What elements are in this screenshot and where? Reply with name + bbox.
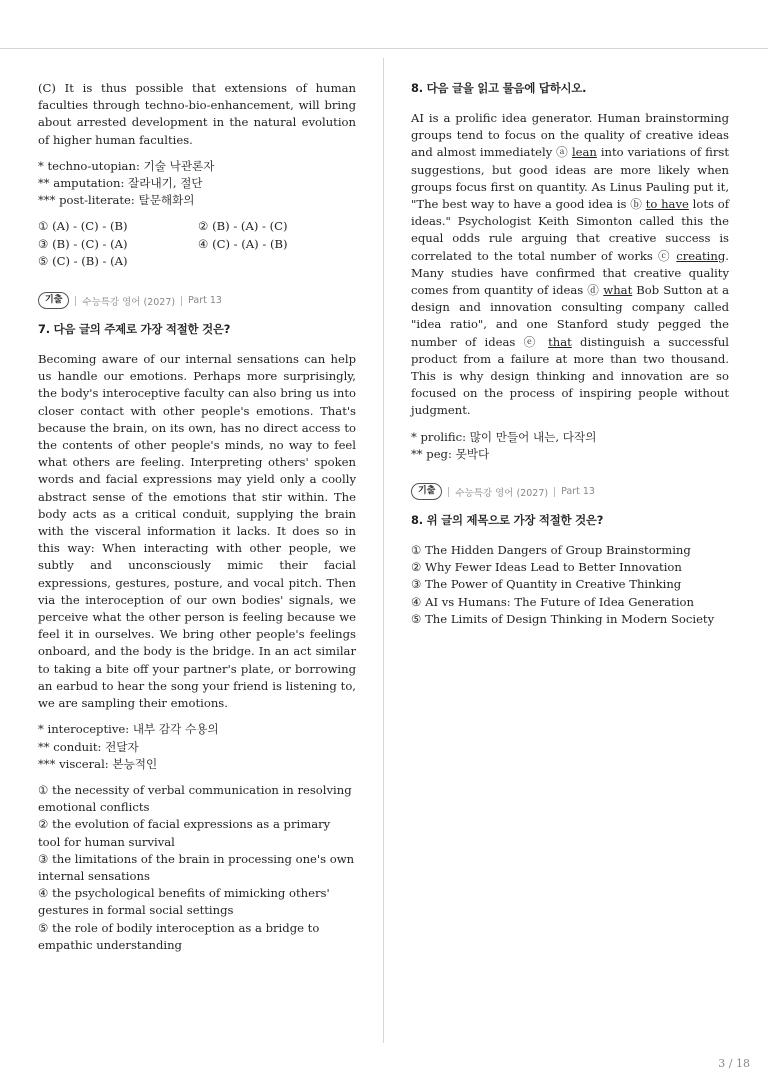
underlined-word-c: creating	[676, 248, 726, 263]
answer-option[interactable]: ① the necessity of verbal communication in resolving emotional conflicts	[38, 782, 352, 815]
question-title-q8-passage: 8. 다음 글을 읽고 물음에 답하시오.	[411, 81, 587, 95]
answer-option[interactable]: ② the evolution of facial expressions as a primary tool for human survival	[38, 817, 331, 849]
column-divider	[383, 58, 384, 1043]
answer-option[interactable]: ⑤ (C) - (B) - (A)	[38, 253, 128, 268]
answer-option[interactable]: ② (B) - (A) - (C)	[198, 219, 288, 234]
separator	[75, 296, 76, 306]
answer-option[interactable]: ① (A) - (C) - (B)	[38, 219, 128, 234]
exam-badge: 기출	[411, 483, 442, 500]
underlined-word-a: lean	[571, 145, 597, 160]
marker-e: ⓔ	[523, 334, 540, 349]
answer-option[interactable]: ⑤ The Limits of Design Thinking in Modern Society	[411, 611, 715, 626]
footnotes-q7	[38, 721, 356, 773]
footnote: ** conduit: 전달자	[38, 739, 139, 754]
answer-option[interactable]: ④ the psychological benefits of mimicking others' gestures in formal social settings	[38, 886, 330, 918]
footnote: ** amputation: 잘라내기, 절단	[38, 176, 203, 191]
answer-option[interactable]: ① The Hidden Dangers of Group Brainstorming	[411, 543, 691, 558]
answer-option[interactable]: ③ (B) - (C) - (A)	[38, 236, 128, 251]
separator	[554, 487, 555, 497]
part-label: Part 13	[188, 295, 222, 307]
exam-badge: 기출	[38, 292, 69, 309]
passage-paragraph-c: (C) It is thus possible that extensions of human faculties through techno-bio-enhancement, will bring about arrested development in the natural evolution of higher human faculties.	[38, 81, 356, 147]
marker-b: ⓑ	[630, 197, 642, 212]
passage-text: into variations of first suggestions, but good ideas are more likely when groups focus first on quantity. As Linus Pauling put it, "The best way to have a good idea is	[411, 145, 729, 212]
passage-text: lots of ideas." Psychologist Keith Simonton called this the equal odds rule arguing that creative success is correlated to the total number of works	[411, 197, 729, 263]
source-tag-row	[38, 292, 356, 309]
underlined-word-d: what	[603, 283, 633, 298]
separator	[448, 487, 449, 497]
separator	[181, 296, 182, 306]
answer-option[interactable]: ④ AI vs Humans: The Future of Idea Generation	[411, 594, 694, 609]
answer-options-q6	[38, 218, 356, 270]
right-column	[411, 80, 729, 628]
passage-q7: Becoming aware of our internal sensations can help us handle our emotions. Perhaps more surprisingly, the body's interoceptive faculty can also bring us into closer contact with other people's emotions. That's because the brain, on its own, has no direct access to the contents of other people's minds, no way to feel what others are feeling. Interpreting others' spoken words and facial expressions may yield only a coolly abstract sense of the emotions that stir within. The body acts as a critical conduit, supplying the brain with the visceral information it lacks. It does so in this way: When interacting with other people, we subtly and unconsciously mimic their facial expressions, gestures, posture, and vocal pitch. Then via the interoception of our own bodies' signals, we perceive what the other person is feeling because we feel it in ourselves. We bring other people's feelings onboard, and the body is the bridge. In an act similar to taking a bite off your partner's plate, or borrowing an earbud to hear the song your friend is listening to, we are sampling their emotions.	[38, 352, 356, 711]
underlined-word-b: to have	[645, 197, 689, 212]
underlined-word-e: that	[548, 334, 572, 349]
footnote: ** peg: 못박다	[411, 446, 490, 461]
source-label: 수능특강 영어 (2027)	[82, 296, 176, 308]
answer-option[interactable]: ② Why Fewer Ideas Lead to Better Innovation	[411, 560, 682, 575]
page-number: 3 / 18	[718, 1057, 750, 1070]
footnote: * techno-utopian: 기술 낙관론자	[38, 158, 215, 173]
footnote: * prolific: 많이 만들어 내는, 다작의	[411, 429, 597, 444]
footnotes-q8	[411, 429, 729, 463]
question-title-q7: 7. 다음 글의 주제로 가장 적절한 것은?	[38, 322, 231, 337]
answer-options-q8	[411, 542, 729, 628]
footnote: * interoceptive: 내부 감각 수용의	[38, 722, 219, 737]
answer-options-q7	[38, 782, 356, 954]
answer-option[interactable]: ③ The Power of Quantity in Creative Thinking	[411, 577, 682, 592]
passage-text: . Many studies have confirmed that creative quality comes from quantity of ideas	[411, 248, 729, 298]
left-column	[38, 80, 356, 954]
footnote: *** post-literate: 탈문해화의	[38, 193, 195, 208]
header-rule	[0, 48, 768, 49]
source-label: 수능특강 영어 (2027)	[455, 487, 549, 499]
source-tag-row	[411, 483, 729, 500]
marker-a: ⓐ	[556, 145, 569, 160]
passage-text: Bob Sutton at a design and innovation consulting company called "idea ratio", and one Stanford study pegged the number of ideas	[411, 283, 729, 349]
answer-option[interactable]: ⑤ the role of bodily interoception as a bridge to empathic understanding	[38, 920, 320, 952]
marker-c: ⓒ	[658, 248, 672, 263]
marker-d: ⓓ	[587, 283, 600, 298]
passage-q8	[411, 110, 729, 420]
answer-option[interactable]: ③ the limitations of the brain in processing one's own internal sensations	[38, 851, 355, 883]
answer-option[interactable]: ④ (C) - (A) - (B)	[198, 236, 288, 251]
footnote: *** visceral: 본능적인	[38, 756, 158, 771]
question-title-q8: 8. 위 글의 제목으로 가장 적절한 것은?	[411, 513, 604, 528]
footnotes-q6	[38, 158, 356, 210]
passage-text: AI is a prolific idea generator. Human brainstorming groups tend to focus on the quality of creative ideas and almost immediately	[411, 111, 729, 160]
passage-text: distinguish a successful product from a failure at more than two thousand. This is why design thinking and innovation are so focused on the process of inspiring people without judgment.	[411, 334, 730, 418]
part-label: Part 13	[561, 486, 595, 498]
